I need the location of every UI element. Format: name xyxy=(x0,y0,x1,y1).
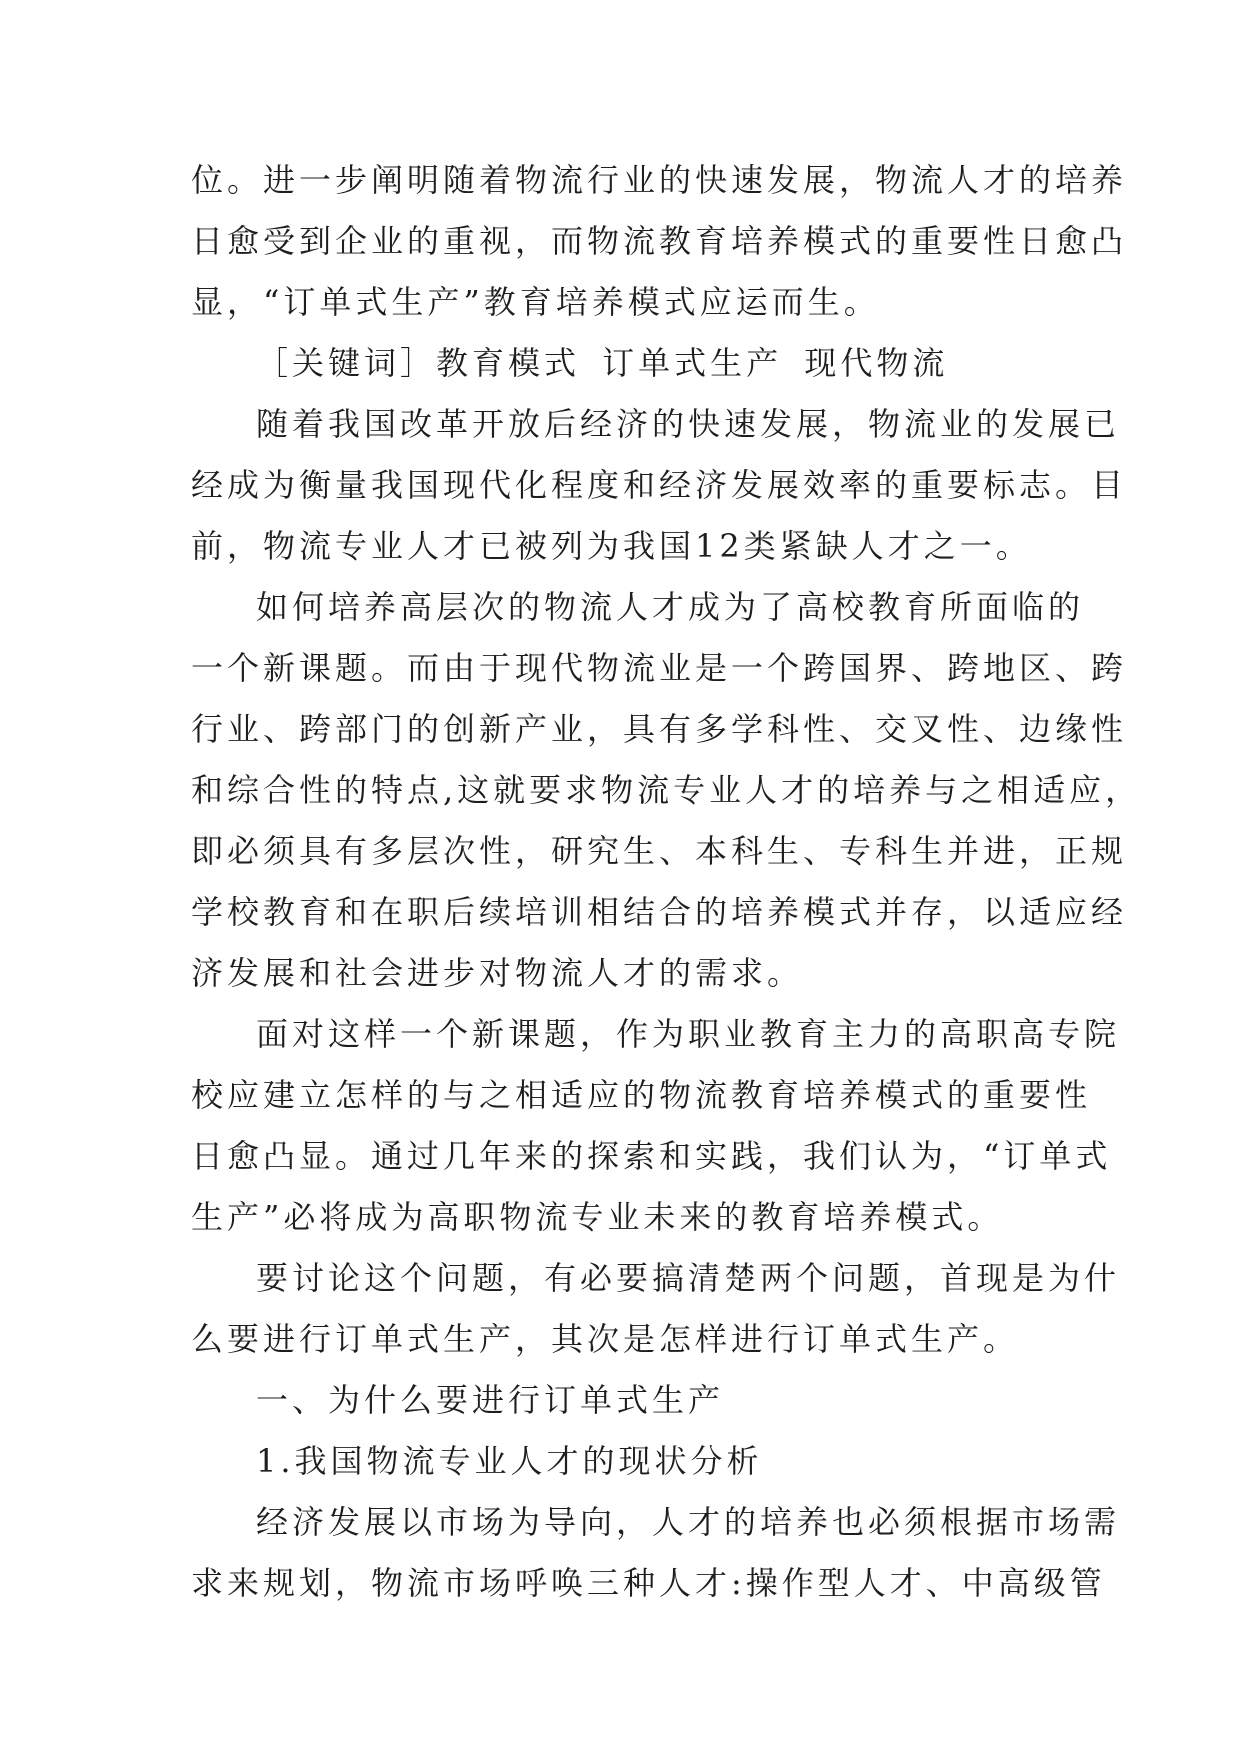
paragraph-1-line-2: 经成为衡量我国现代化程度和经济发展效率的重要标志。目 xyxy=(191,466,1128,504)
paragraph-3-line-2: 校应建立怎样的与之相适应的物流教育培养模式的重要性 xyxy=(191,1076,1092,1114)
paragraph-3-line-3: 日愈凸显。通过几年来的探索和实践，我们认为，“订单式 xyxy=(191,1137,1112,1175)
paragraph-2-line-7: 济发展和社会进步对物流人才的需求。 xyxy=(191,954,804,992)
subsection-heading-1-1: 1.我国物流专业人才的现状分析 xyxy=(256,1442,763,1480)
paragraph-2-line-6: 学校教育和在职后续培训相结合的培养模式并存，以适应经 xyxy=(191,893,1128,931)
paragraph-2-line-2: 一个新课题。而由于现代物流业是一个跨国界、跨地区、跨 xyxy=(191,649,1128,687)
paragraph-4-line-1: 要讨论这个问题，有必要搞清楚两个问题，首现是为什 xyxy=(256,1259,1121,1297)
paragraph-5-line-1: 经济发展以市场为导向，人才的培养也必须根据市场需 xyxy=(256,1503,1121,1541)
paragraph-2-line-3: 行业、跨部门的创新产业，具有多学科性、交叉性、边缘性 xyxy=(191,710,1128,748)
paragraph-3-line-1: 面对这样一个新课题，作为职业教育主力的高职高专院 xyxy=(256,1015,1121,1053)
paragraph-1-line-3: 前，物流专业人才已被列为我国12类紧缺人才之一。 xyxy=(191,527,1032,565)
abstract-line-2: 日愈受到企业的重视，而物流教育培养模式的重要性日愈凸 xyxy=(191,222,1128,260)
abstract-line-1: 位。进一步阐明随着物流行业的快速发展，物流人才的培养 xyxy=(191,161,1128,199)
paragraph-2-line-5: 即必须具有多层次性，研究生、本科生、专科生并进，正规 xyxy=(191,832,1128,870)
paragraph-5-line-2: 求来规划，物流市场呼唤三种人才:操作型人才、中高级管 xyxy=(191,1564,1106,1602)
keywords-line: ［关键词］教育模式 订单式生产 现代物流 xyxy=(256,344,949,382)
paragraph-1-line-1: 随着我国改革开放后经济的快速发展，物流业的发展已 xyxy=(256,405,1121,443)
paragraph-2-line-4: 和综合性的特点,这就要求物流专业人才的培养与之相适应， xyxy=(191,771,1142,809)
abstract-line-3: 显，“订单式生产”教育培养模式应运而生。 xyxy=(191,283,880,321)
paragraph-2-line-1: 如何培养高层次的物流人才成为了高校教育所面临的 xyxy=(256,588,1085,626)
section-heading-1: 一、为什么要进行订单式生产 xyxy=(256,1381,725,1419)
paragraph-3-line-4: 生产”必将成为高职物流专业未来的教育培养模式。 xyxy=(191,1198,1004,1236)
paragraph-4-line-2: 么要进行订单式生产，其次是怎样进行订单式生产。 xyxy=(191,1320,1020,1358)
